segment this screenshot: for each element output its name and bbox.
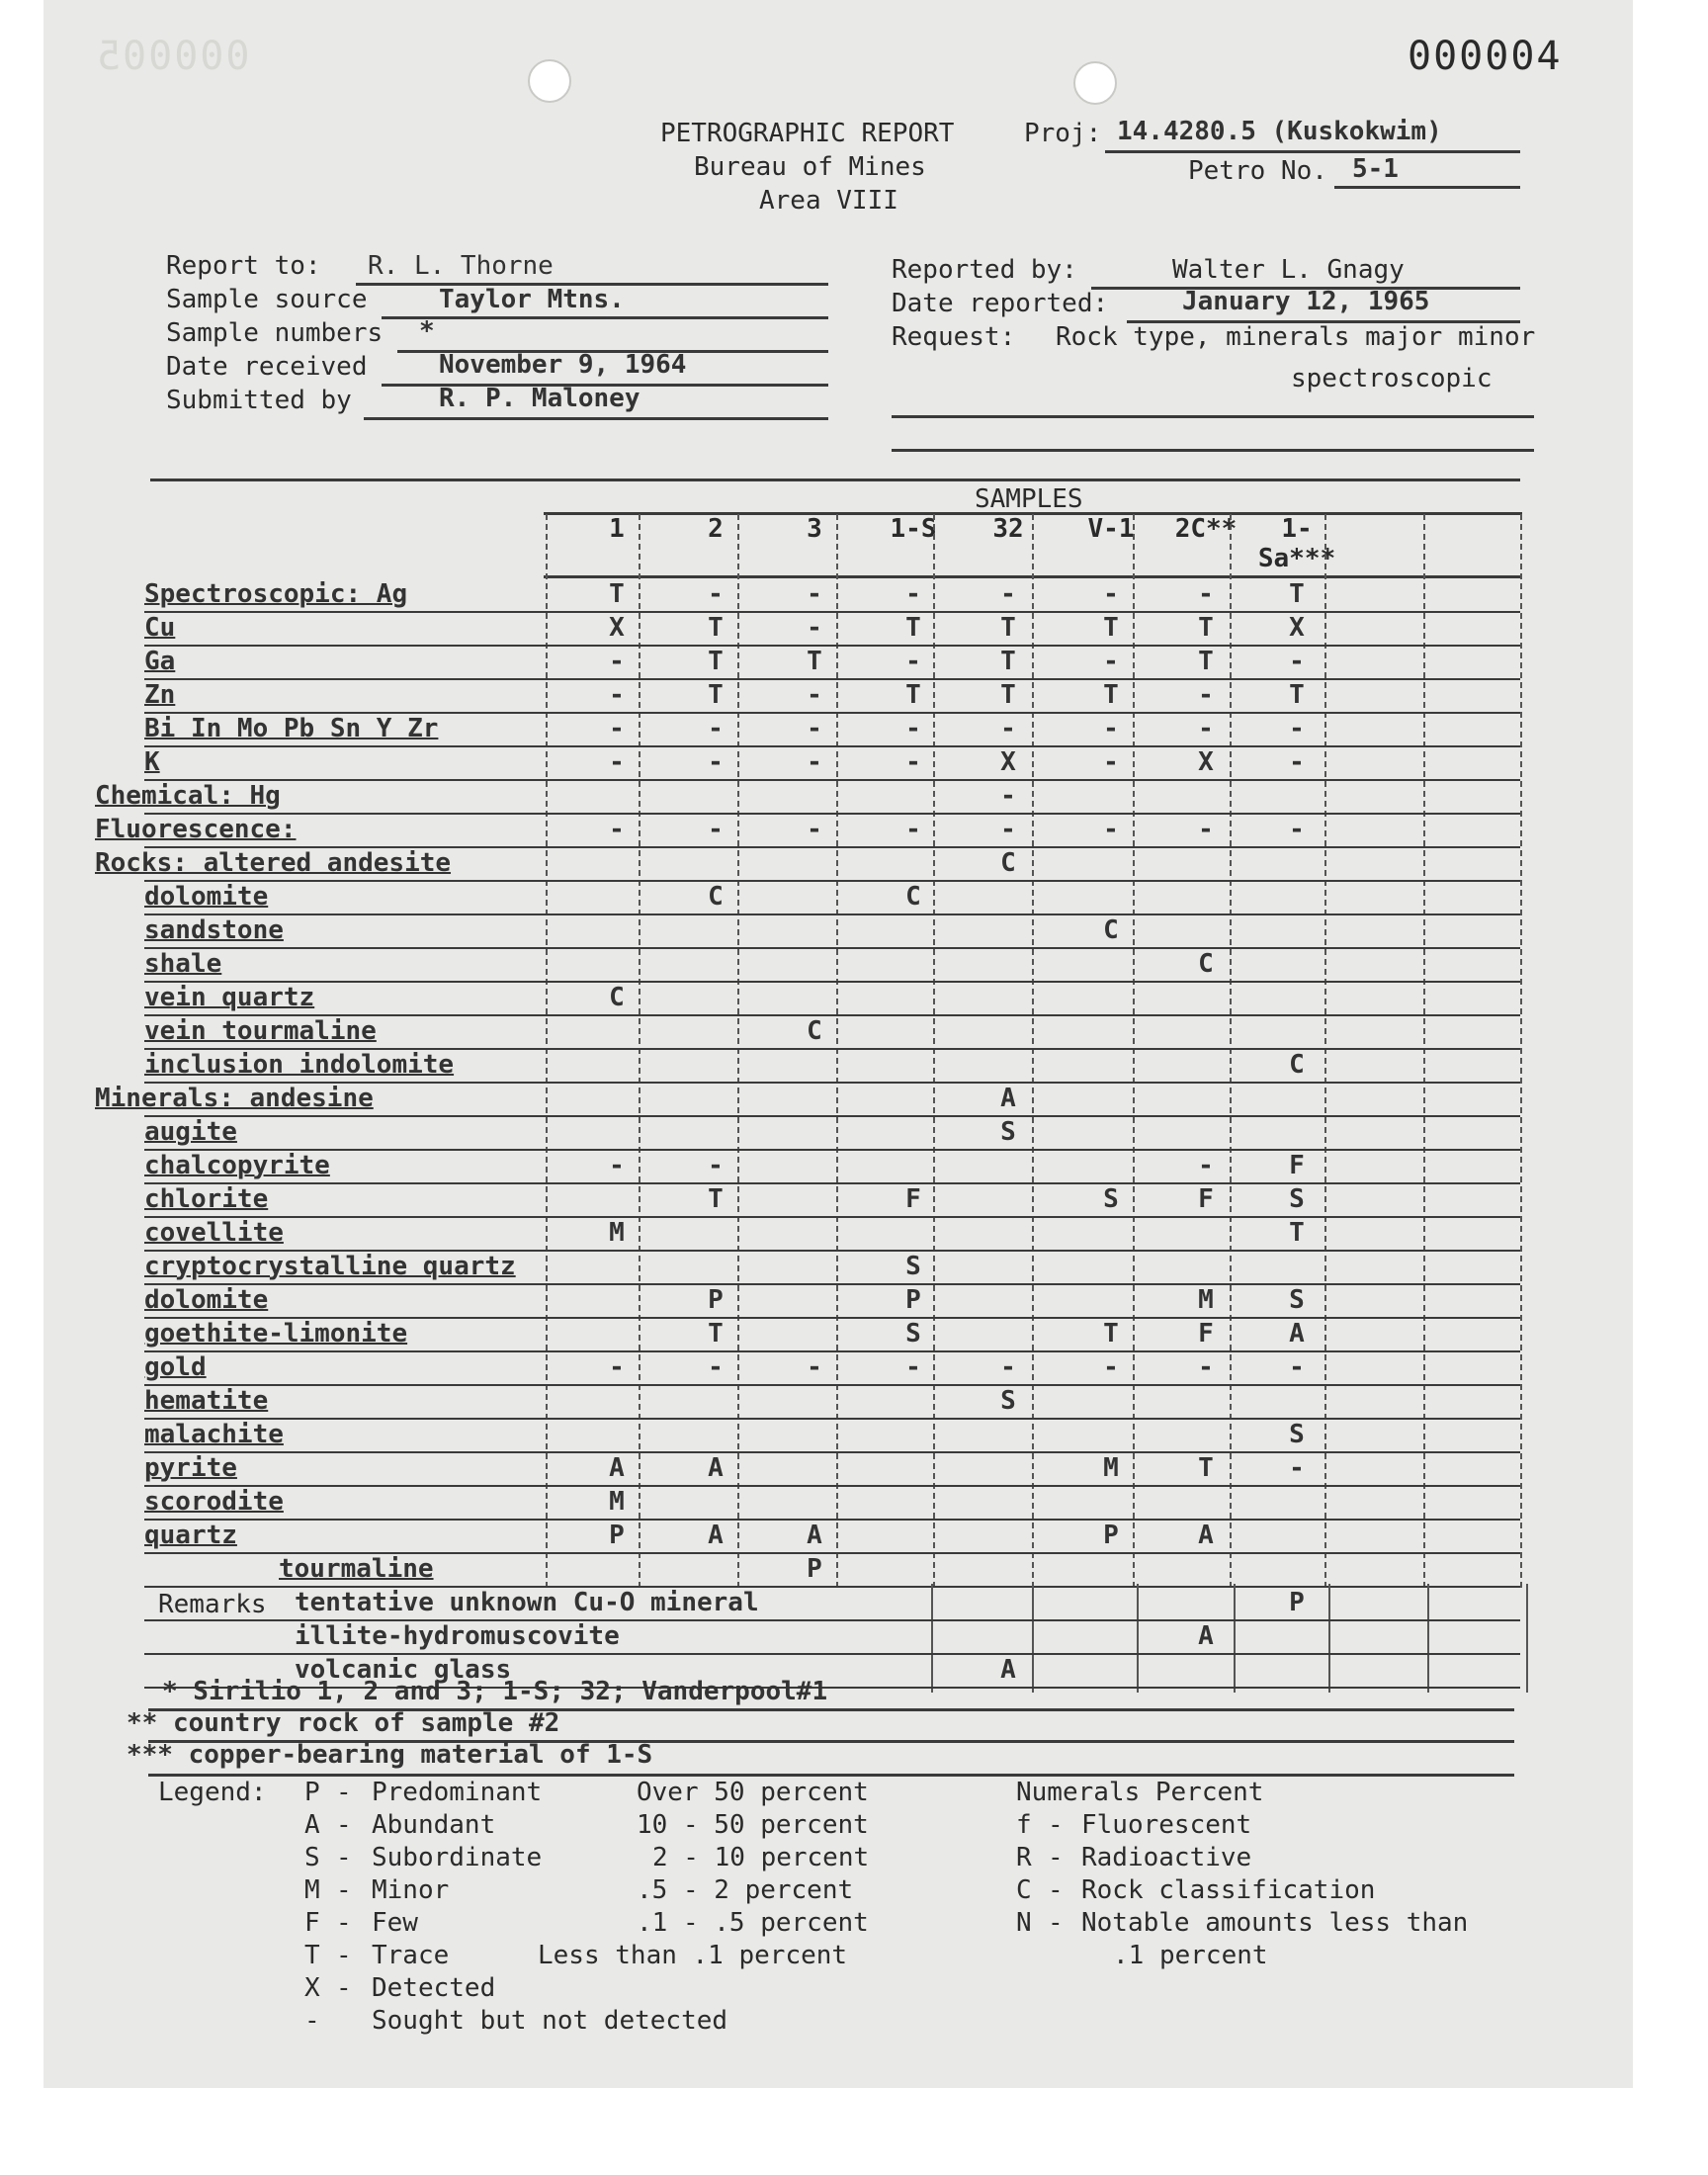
table-row-label: chalcopyrite [144, 1151, 330, 1180]
sample-column-header: 2 [708, 514, 724, 544]
table-cell: - [609, 1352, 625, 1382]
table-row-label: pyrite [144, 1453, 237, 1483]
table-cell: X [1000, 747, 1016, 777]
legend-separator: - [336, 1810, 352, 1840]
table-cell: - [807, 714, 822, 743]
table-cell: T [1289, 680, 1305, 710]
bleed-through-number: 000005 [95, 34, 250, 79]
legend-range: .5 - 2 percent [637, 1875, 854, 1905]
remarks-column-separator [1328, 1584, 1330, 1693]
table-cell: - [807, 1352, 822, 1382]
table-cell: - [708, 714, 724, 743]
report-subtitle-bureau: Bureau of Mines [694, 152, 926, 182]
date-reported-value: January 12, 1965 [1182, 287, 1430, 316]
date-reported-label: Date reported: [892, 289, 1109, 318]
legend-right-description: Radioactive [1081, 1843, 1252, 1872]
table-cell: - [1103, 747, 1119, 777]
table-cell: A [708, 1521, 724, 1550]
table-cell: T [1198, 1453, 1214, 1483]
table-cell: - [708, 579, 724, 609]
table-cell: - [1103, 579, 1119, 609]
legend-label: Legend: [158, 1778, 267, 1807]
reported-by-value: Walter L. Gnagy [1172, 255, 1405, 285]
punch-hole-right [1073, 61, 1117, 105]
table-cell: - [807, 747, 822, 777]
table-row-label: scorodite [144, 1487, 284, 1517]
table-cell: S [1289, 1184, 1305, 1214]
table-cell: X [609, 613, 625, 643]
legend-range: 2 - 10 percent [652, 1843, 870, 1872]
table-cell: - [807, 579, 822, 609]
table-cell: T [1289, 579, 1305, 609]
table-row-rule [144, 1485, 1520, 1487]
table-row-label: gold [144, 1352, 207, 1382]
date-received-value: November 9, 1964 [439, 350, 687, 380]
table-cell: - [1000, 714, 1016, 743]
legend-description: Detected [372, 1973, 496, 2003]
field-underline [382, 316, 828, 319]
table-cell: A [1289, 1319, 1305, 1348]
legend-separator: - [336, 1843, 352, 1872]
footnote-1: * Sirilio 1, 2 and 3; 1-S; 32; Vanderpool#1 [162, 1677, 828, 1706]
date-received-label: Date received [166, 352, 368, 382]
legend-separator: - [1048, 1908, 1064, 1938]
legend-separator: - [1048, 1843, 1064, 1872]
remarks-row-label: illite-hydromuscovite [295, 1621, 620, 1651]
legend-right-code: f [1016, 1810, 1032, 1840]
legend-right-title: Numerals Percent [1016, 1778, 1264, 1807]
table-row-label: vein quartz [144, 983, 315, 1012]
sample-column-header: 32 [992, 514, 1024, 544]
legend-range: Over 50 percent [637, 1778, 869, 1807]
remarks-column-separator [1032, 1584, 1034, 1693]
table-cell: S [905, 1252, 921, 1281]
legend-right-description: Rock classification [1081, 1875, 1376, 1905]
table-cell: - [1198, 1151, 1214, 1180]
remarks-cell: A [1198, 1621, 1214, 1651]
table-cell: P [807, 1554, 822, 1584]
table-row-rule [144, 779, 1520, 781]
petro-underline [1334, 186, 1520, 189]
remarks-cell: A [1000, 1655, 1016, 1685]
table-cell: - [807, 613, 822, 643]
table-row-rule [144, 1384, 1520, 1386]
table-cell: X [1289, 613, 1305, 643]
table-row-label: Ga [144, 647, 176, 676]
table-cell: T [1000, 613, 1016, 643]
table-row-label: inclusion indolomite [144, 1050, 455, 1080]
table-cell: - [708, 1151, 724, 1180]
table-cell: - [609, 747, 625, 777]
remarks-column-separator [1234, 1584, 1236, 1693]
remarks-column-separator [931, 1584, 933, 1693]
table-cell: - [609, 647, 625, 676]
table-cell: C [807, 1016, 822, 1046]
column-separator [1133, 514, 1135, 1588]
field-underline [364, 417, 828, 420]
table-cell: A [1198, 1521, 1214, 1550]
footnote-3: *** copper-bearing material of 1-S [127, 1740, 653, 1770]
table-cell: T [708, 1319, 724, 1348]
table-row-label: augite [144, 1117, 237, 1147]
table-cell: - [905, 714, 921, 743]
table-cell: - [1000, 781, 1016, 811]
legend-right-code: C [1016, 1875, 1032, 1905]
table-cell: - [905, 815, 921, 844]
table-cell: T [1103, 1319, 1119, 1348]
sample-column-header: V-1 [1087, 514, 1135, 544]
table-cell: - [1198, 579, 1214, 609]
table-cell: - [1198, 1352, 1214, 1382]
table-row-rule [144, 880, 1520, 882]
table-cell: P [609, 1521, 625, 1550]
table-cell: T [1103, 680, 1119, 710]
table-cell: C [708, 882, 724, 912]
legend-code: A [304, 1810, 320, 1840]
table-cell: C [1000, 848, 1016, 878]
table-row-label: Bi In Mo Pb Sn Y Zr [144, 714, 439, 743]
table-cell: T [708, 1184, 724, 1214]
table-row-rule [144, 914, 1520, 915]
legend-right-extra: .1 percent [1113, 1941, 1268, 1970]
sample-column-header: 2C** [1174, 514, 1238, 544]
table-cell: F [1198, 1184, 1214, 1214]
table-cell: C [609, 983, 625, 1012]
table-cell: T [905, 613, 921, 643]
sample-numbers-value: * [419, 316, 435, 346]
proj-value: 14.4280.5 (Kuskokwim) [1117, 117, 1442, 146]
legend-description: Few [372, 1908, 418, 1938]
column-separator [1520, 514, 1522, 1588]
table-cell: P [708, 1285, 724, 1315]
legend-range: .1 - .5 percent [637, 1908, 869, 1938]
table-cell: T [1000, 647, 1016, 676]
legend-separator: - [336, 1778, 352, 1807]
table-cell: - [1198, 680, 1214, 710]
table-cell: - [708, 747, 724, 777]
table-cell: A [807, 1521, 822, 1550]
table-cell: A [1000, 1084, 1016, 1113]
remarks-column-separator [1137, 1584, 1139, 1693]
table-row-label: Chemical: Hg [95, 781, 281, 811]
remarks-label: Remarks [158, 1590, 267, 1619]
table-cell: S [905, 1319, 921, 1348]
table-row-label: goethite-limonite [144, 1319, 408, 1348]
column-separator [639, 514, 640, 1588]
punch-hole-left [528, 59, 571, 103]
table-cell: - [1289, 1352, 1305, 1382]
sample-source-label: Sample source [166, 285, 368, 314]
remarks-column-separator [1526, 1584, 1528, 1693]
sample-column-header: 1-Sa*** [1257, 514, 1336, 573]
table-cell: - [708, 1352, 724, 1382]
report-to-label: Report to: [166, 251, 321, 281]
column-separator [1230, 514, 1232, 1588]
table-cell: - [1000, 815, 1016, 844]
legend-separator: - [1048, 1875, 1064, 1905]
legend-code: - [304, 2006, 320, 2036]
table-cell: - [905, 579, 921, 609]
remarks-row-label: tentative unknown Cu-O mineral [295, 1588, 759, 1617]
table-cell: - [609, 815, 625, 844]
table-row-label: malachite [144, 1420, 284, 1449]
table-cell: - [1000, 579, 1016, 609]
legend-description: Trace [372, 1941, 450, 1970]
table-row-rule [144, 947, 1520, 949]
legend-code: P [304, 1778, 320, 1807]
table-cell: A [708, 1453, 724, 1483]
legend-right-description: Fluorescent [1081, 1810, 1252, 1840]
request-value-1: Rock type, minerals major minor [1056, 322, 1536, 352]
remarks-row-label: volcanic glass [295, 1655, 512, 1685]
table-row-label: covellite [144, 1218, 284, 1248]
table-cell: F [905, 1184, 921, 1214]
sample-column-header: 1 [609, 514, 625, 544]
remarks-cell: P [1289, 1588, 1305, 1617]
legend-code: X [304, 1973, 320, 2003]
table-cell: M [1198, 1285, 1214, 1315]
legend-description: Sought but not detected [372, 2006, 728, 2036]
table-row-label: Zn [144, 680, 176, 710]
table-cell: P [905, 1285, 921, 1315]
table-cell: - [1289, 1453, 1305, 1483]
table-cell: T [708, 680, 724, 710]
legend-description: Abundant [372, 1810, 496, 1840]
table-cell: - [807, 815, 822, 844]
table-row-label: sandstone [144, 915, 284, 945]
table-cell: - [609, 714, 625, 743]
section-divider [150, 478, 1520, 481]
table-cell: A [609, 1453, 625, 1483]
table-row-label: dolomite [144, 1285, 269, 1315]
table-cell: S [1103, 1184, 1119, 1214]
table-cell: - [609, 680, 625, 710]
submitted-by-value: R. P. Maloney [439, 384, 640, 413]
table-cell: - [1289, 747, 1305, 777]
legend-code: S [304, 1843, 320, 1872]
report-title: PETROGRAPHIC REPORT [660, 119, 955, 148]
proj-label: Proj: [1024, 119, 1102, 148]
table-row-label: tourmaline [279, 1554, 434, 1584]
table-row-label: hematite [144, 1386, 269, 1416]
table-cell: F [1198, 1319, 1214, 1348]
table-cell: T [708, 647, 724, 676]
legend-separator: - [336, 1875, 352, 1905]
table-cell: - [1103, 815, 1119, 844]
table-cell: T [609, 579, 625, 609]
remarks-column-separator [1427, 1584, 1429, 1693]
footnote-2: ** country rock of sample #2 [127, 1708, 560, 1738]
report-to-value: R. L. Thorne [368, 251, 554, 281]
table-cell: T [1103, 613, 1119, 643]
legend-separator: - [336, 1908, 352, 1938]
column-separator [1324, 514, 1326, 1588]
proj-underline [1105, 150, 1520, 153]
table-row-label: Rocks: altered andesite [95, 848, 452, 878]
table-cell: M [609, 1487, 625, 1517]
table-cell: S [1289, 1420, 1305, 1449]
table-cell: P [1103, 1521, 1119, 1550]
legend-range: 10 - 50 percent [637, 1810, 869, 1840]
column-separator [933, 514, 935, 1588]
table-row-label: shale [144, 949, 222, 979]
table-cell: F [1289, 1151, 1305, 1180]
table-row-label: cryptocrystalline quartz [144, 1252, 516, 1281]
column-separator [1423, 514, 1425, 1588]
table-cell: X [1198, 747, 1214, 777]
legend-right-code: N [1016, 1908, 1032, 1938]
table-cell: C [905, 882, 921, 912]
sample-numbers-label: Sample numbers [166, 318, 384, 348]
table-cell: - [905, 1352, 921, 1382]
table-cell: - [1103, 714, 1119, 743]
sample-source-value: Taylor Mtns. [439, 285, 625, 314]
column-separator [1032, 514, 1034, 1588]
table-cell: - [1000, 1352, 1016, 1382]
document-number: 000004 [1408, 34, 1563, 79]
samples-header: SAMPLES [975, 484, 1083, 514]
sample-column-header: 1-S [890, 514, 937, 544]
submitted-by-label: Submitted by [166, 386, 352, 415]
legend-right-description: Notable amounts less than [1081, 1908, 1469, 1938]
table-cell: - [708, 815, 724, 844]
table-row-label: Spectroscopic: Ag [144, 579, 408, 609]
field-underline [892, 449, 1534, 452]
table-cell: T [1198, 613, 1214, 643]
table-cell: - [807, 680, 822, 710]
column-separator [546, 514, 548, 1588]
table-cell: - [905, 747, 921, 777]
table-cell: S [1289, 1285, 1305, 1315]
legend-separator: - [336, 1941, 352, 1970]
legend-description: Predominant [372, 1778, 543, 1807]
field-underline [892, 415, 1534, 418]
table-row-label: dolomite [144, 882, 269, 912]
footnote-rule [148, 1774, 1514, 1777]
legend-description: Subordinate [372, 1843, 543, 1872]
table-cell: - [609, 1151, 625, 1180]
table-cell: C [1103, 915, 1119, 945]
table-cell: M [609, 1218, 625, 1248]
petro-value: 5-1 [1352, 154, 1399, 184]
table-cell: C [1289, 1050, 1305, 1080]
table-row-rule [144, 1115, 1520, 1117]
legend-range: Less than .1 percent [538, 1941, 848, 1970]
table-cell: T [807, 647, 822, 676]
table-cell: - [905, 647, 921, 676]
table-row-label: Cu [144, 613, 176, 643]
table-cell: - [1289, 714, 1305, 743]
legend-code: F [304, 1908, 320, 1938]
legend-code: T [304, 1941, 320, 1970]
request-label: Request: [892, 322, 1016, 352]
table-row-label: vein tourmaline [144, 1016, 377, 1046]
table-cell: T [1289, 1218, 1305, 1248]
table-row-label: Minerals: andesine [95, 1084, 374, 1113]
reported-by-label: Reported by: [892, 255, 1077, 285]
table-row-label: quartz [144, 1521, 237, 1550]
table-row-label: Fluorescence: [95, 815, 297, 844]
report-subtitle-area: Area VIII [759, 186, 898, 216]
legend-separator: - [336, 1973, 352, 2003]
table-cell: - [1198, 714, 1214, 743]
table-cell: T [905, 680, 921, 710]
column-separator [836, 514, 838, 1588]
table-cell: T [1000, 680, 1016, 710]
table-cell: - [1289, 647, 1305, 676]
sample-column-header: 3 [807, 514, 822, 544]
table-cell: - [1198, 815, 1214, 844]
table-cell: M [1103, 1453, 1119, 1483]
table-row-label: chlorite [144, 1184, 269, 1214]
table-cell: C [1198, 949, 1214, 979]
table-cell: T [1198, 647, 1214, 676]
table-cell: T [708, 613, 724, 643]
table-cell: - [1103, 1352, 1119, 1382]
table-cell: S [1000, 1386, 1016, 1416]
column-separator [737, 514, 739, 1588]
table-cell: - [1103, 647, 1119, 676]
legend-separator: - [1048, 1810, 1064, 1840]
table-row-label: K [144, 747, 160, 777]
petro-label: Petro No. [1188, 156, 1327, 186]
table-cell: - [1289, 815, 1305, 844]
legend-description: Minor [372, 1875, 450, 1905]
legend-code: M [304, 1875, 320, 1905]
table-cell: S [1000, 1117, 1016, 1147]
table-row-rule [144, 981, 1520, 983]
legend-right-code: R [1016, 1843, 1032, 1872]
request-value-2: spectroscopic [1291, 364, 1493, 393]
